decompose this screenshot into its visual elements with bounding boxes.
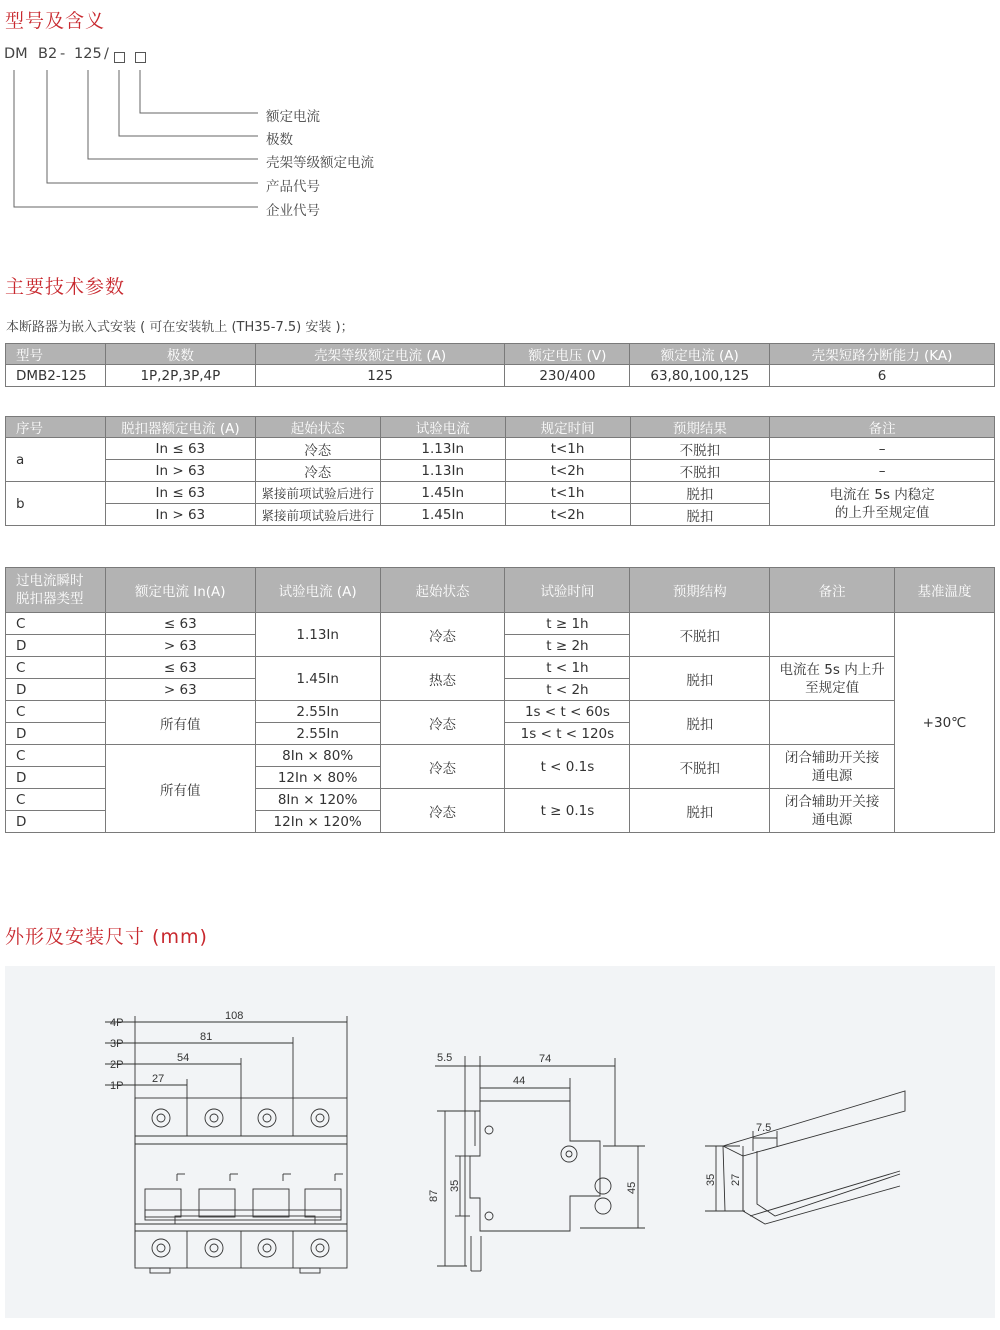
- cell-rated: ≤ 63: [105, 613, 255, 635]
- table-row: [6, 365, 995, 387]
- legend-frame-current: 壳架等级额定电流: [266, 155, 374, 171]
- header-note: 备注: [770, 417, 995, 438]
- cell-rated: 所有值: [105, 745, 255, 833]
- note-line1: 闭合辅助开关接: [784, 793, 880, 810]
- cell-rated: ≤ 63: [105, 657, 255, 679]
- pole-label-1p: 1P: [110, 1080, 124, 1092]
- cell-temperature: +30℃: [895, 613, 995, 833]
- cell-type: D: [6, 723, 106, 745]
- dim-5-5: 5.5: [437, 1052, 453, 1064]
- header-release-type: [6, 568, 106, 613]
- cell-result: 不脱扣: [630, 438, 770, 460]
- table-row: [6, 438, 995, 460]
- note-b-line2: 的上升至规定值: [834, 504, 930, 521]
- cell-voltage: 230/400: [505, 365, 630, 387]
- cell-result: 脱扣: [630, 701, 770, 745]
- cell-state: 热态: [380, 657, 505, 701]
- cell-type: C: [6, 613, 106, 635]
- cell-state: 冷态: [255, 460, 380, 482]
- cell-result: 不脱扣: [630, 613, 770, 657]
- cell-time: t<1h: [505, 438, 630, 460]
- cell-group-a: a: [6, 438, 106, 482]
- header-test-current: 试验电流: [380, 417, 505, 438]
- note-line1: 电流在 5s 内上升: [779, 661, 885, 678]
- cell-test: 1.45In: [380, 504, 505, 526]
- cell-current: In > 63: [105, 460, 255, 482]
- pole-label-3p: 3P: [110, 1038, 124, 1050]
- rail-dim-27: 27: [730, 1173, 742, 1186]
- rail-dim-7-5: 7.5: [756, 1122, 772, 1134]
- instant-release-table: [5, 567, 995, 833]
- cell-test: 1.45In: [380, 482, 505, 504]
- code-product: B2: [38, 46, 58, 62]
- dim-108: 108: [225, 1010, 244, 1022]
- cell-state: 冷态: [380, 789, 505, 833]
- cell-state: 冷态: [380, 745, 505, 789]
- cell-test-current: 8In × 120%: [255, 789, 380, 811]
- cell-state: 冷态: [380, 613, 505, 657]
- header-test-time: 试验时间: [505, 568, 630, 613]
- cell-time: t<2h: [505, 460, 630, 482]
- cell-state: 冷态: [255, 438, 380, 460]
- table-row: [6, 745, 995, 767]
- front-view-drawing: [105, 1016, 347, 1273]
- cell-time: t<1h: [505, 482, 630, 504]
- table-row: [6, 482, 995, 504]
- cell-type: C: [6, 701, 106, 723]
- cell-result: 脱扣: [630, 504, 770, 526]
- header-test-current: 试验电流 (A): [255, 568, 380, 613]
- model-meaning-title: 型号及含义: [5, 10, 106, 32]
- code-slash: /: [104, 46, 109, 62]
- cell-test-current: 12In × 120%: [255, 811, 380, 833]
- cell-breaking: 6: [770, 365, 995, 387]
- cell-rated: > 63: [105, 679, 255, 701]
- dim-45: 45: [626, 1181, 638, 1194]
- dimension-drawing: [5, 966, 995, 1318]
- legend-product-code: 产品代号: [266, 179, 320, 195]
- header-seq: 序号: [6, 417, 106, 438]
- cell-type: D: [6, 635, 106, 657]
- header-voltage: 额定电压 (V): [505, 344, 630, 365]
- legend-company-code: 企业代号: [266, 203, 320, 219]
- cell-note: –: [770, 438, 995, 460]
- cell-rated: 所有值: [105, 701, 255, 745]
- rail-dim-35: 35: [705, 1173, 717, 1186]
- header-result: 预期结果: [630, 417, 770, 438]
- side-view-drawing: [435, 1056, 645, 1271]
- note-line2: 通电源: [811, 811, 853, 828]
- cell-current: In ≤ 63: [105, 438, 255, 460]
- cell-time: t < 2h: [505, 679, 630, 701]
- cell-time: 1s < t < 120s: [505, 723, 630, 745]
- cell-test-current: 12In × 80%: [255, 767, 380, 789]
- cell-type: D: [6, 679, 106, 701]
- cell-result: 不脱扣: [630, 745, 770, 789]
- header-time: 规定时间: [505, 417, 630, 438]
- din-rail-drawing: [705, 1091, 905, 1224]
- cell-type: C: [6, 657, 106, 679]
- cell-state: 紧接前项试验后进行: [255, 504, 380, 526]
- cell-time: t < 1h: [505, 657, 630, 679]
- cell-test: 1.13In: [380, 460, 505, 482]
- cell-result: 脱扣: [630, 789, 770, 833]
- cell-result: 不脱扣: [630, 460, 770, 482]
- code-frame: 125: [74, 46, 102, 62]
- cell-current: In ≤ 63: [105, 482, 255, 504]
- cell-poles: 1P,2P,3P,4P: [105, 365, 255, 387]
- cell-rated: > 63: [105, 635, 255, 657]
- cell-type: C: [6, 789, 106, 811]
- intro-text: 本断路器为嵌入式安装 ( 可在安装轨上 (TH35-7.5) 安装 )；: [6, 320, 354, 335]
- note-line1: 闭合辅助开关接: [784, 749, 880, 766]
- cell-time: t<2h: [505, 504, 630, 526]
- dim-74: 74: [539, 1053, 552, 1065]
- header-release-type-line2: 脱扣器类型: [16, 591, 84, 607]
- header-temperature: 基准温度: [895, 568, 995, 613]
- cell-test-current: 2.55In: [255, 723, 380, 745]
- dim-44: 44: [513, 1075, 526, 1087]
- cell-note: [770, 745, 895, 789]
- cell-group-b: b: [6, 482, 106, 526]
- cell-note: [770, 613, 895, 657]
- cell-type: D: [6, 811, 106, 833]
- cell-current: 63,80,100,125: [630, 365, 770, 387]
- cell-time: t < 0.1s: [505, 745, 630, 789]
- cell-model: DMB2-125: [6, 365, 106, 387]
- dimensions-title: 外形及安装尺寸 (mm): [5, 926, 208, 948]
- code-dash: -: [60, 46, 66, 62]
- cell-test-current: 2.55In: [255, 701, 380, 723]
- cell-state: 冷态: [380, 701, 505, 745]
- cell-test: 1.13In: [380, 438, 505, 460]
- cell-time: t ≥ 0.1s: [505, 789, 630, 833]
- header-frame-current: 壳架等级额定电流 (A): [255, 344, 505, 365]
- header-result: 预期结构: [630, 568, 770, 613]
- cell-note: –: [770, 460, 995, 482]
- table-row: [6, 460, 995, 482]
- header-model: 型号: [6, 344, 106, 365]
- table-row: [6, 657, 995, 679]
- pole-label-4p: 4P: [110, 1017, 124, 1029]
- cell-type: D: [6, 767, 106, 789]
- cell-note: [770, 789, 895, 833]
- spec-table: [5, 343, 995, 387]
- cell-current: In > 63: [105, 504, 255, 526]
- main-params-title: 主要技术参数: [5, 276, 126, 298]
- cell-note: [770, 701, 895, 745]
- note-line2: 至规定值: [805, 679, 860, 696]
- dim-87: 87: [428, 1189, 440, 1202]
- dim-35: 35: [449, 1179, 461, 1192]
- table-row: [6, 613, 995, 635]
- cell-time: t ≥ 2h: [505, 635, 630, 657]
- legend-poles: 极数: [266, 132, 293, 148]
- legend-rated-current: 额定电流: [266, 109, 320, 125]
- header-current: 额定电流 (A): [630, 344, 770, 365]
- header-note: 备注: [770, 568, 895, 613]
- cell-note: [770, 657, 895, 701]
- cell-frame-current: 125: [255, 365, 505, 387]
- dim-27: 27: [152, 1073, 165, 1085]
- trip-test-table: [5, 416, 995, 526]
- cell-test-current: 8In × 80%: [255, 745, 380, 767]
- cell-result: 脱扣: [630, 482, 770, 504]
- code-prefix: DM: [4, 46, 28, 62]
- cell-type: C: [6, 745, 106, 767]
- table-row: [6, 701, 995, 723]
- header-breaking: 壳架短路分断能力 (KA): [770, 344, 995, 365]
- cell-note-b: [770, 482, 995, 526]
- cell-time: 1s < t < 60s: [505, 701, 630, 723]
- pole-label-2p: 2P: [110, 1059, 124, 1071]
- note-line2: 通电源: [811, 767, 853, 784]
- header-release-type-line1: 过电流瞬时: [16, 573, 84, 589]
- cell-result: 脱扣: [630, 657, 770, 701]
- dim-54: 54: [177, 1052, 190, 1064]
- header-poles: 极数: [105, 344, 255, 365]
- cell-time: t ≥ 1h: [505, 613, 630, 635]
- model-code-leader-lines: [0, 0, 400, 230]
- header-start-state: 起始状态: [380, 568, 505, 613]
- cell-test-current: 1.13In: [255, 613, 380, 657]
- header-start-state: 起始状态: [255, 417, 380, 438]
- dim-81: 81: [200, 1031, 213, 1043]
- note-b-line1: 电流在 5s 内稳定: [829, 486, 935, 503]
- dimension-diagrams: [5, 966, 995, 1318]
- cell-state: 紧接前项试验后进行: [255, 482, 380, 504]
- header-release-current: 脱扣器额定电流 (A): [105, 417, 255, 438]
- header-rated: 额定电流 In(A): [105, 568, 255, 613]
- cell-test-current: 1.45In: [255, 657, 380, 701]
